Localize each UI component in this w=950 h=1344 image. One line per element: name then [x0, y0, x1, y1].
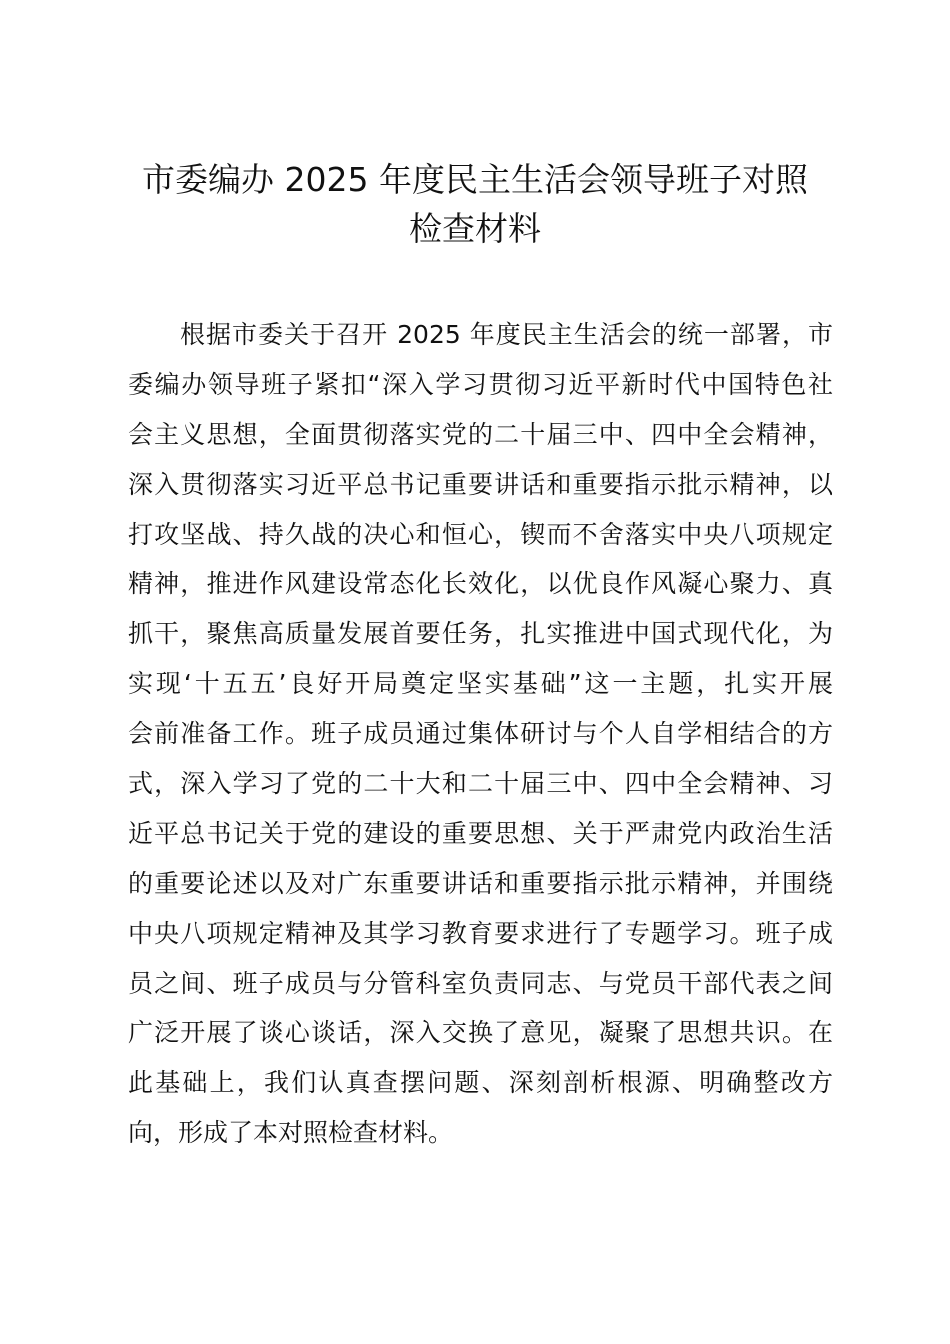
document-title — [100, 155, 850, 253]
paragraph-line: 式，深入学习了党的二十大和二十届三中、四中全会精神、习 — [128, 769, 833, 799]
paragraph-line: 员之间、班子成员与分管科室负责同志、与党员干部代表之间 — [128, 968, 833, 998]
paragraph-line: 中央八项规定精神及其学习教育要求进行了专题学习。班子成 — [128, 918, 833, 948]
paragraph-line: 此基础上，我们认真查摆问题、深刻剖析根源、明确整改方 — [128, 1068, 833, 1098]
paragraph-line: 精神，推进作风建设常态化长效化，以优良作风凝心聚力、真 — [128, 569, 833, 599]
paragraph-line: 抓干，聚焦高质量发展首要任务，扎实推进中国式现代化，为 — [128, 619, 833, 649]
paragraph-line: 向，形成了本对照检查材料。 — [128, 1118, 454, 1148]
paragraph-line: 广泛开展了谈心谈话，深入交换了意见，凝聚了思想共识。在 — [128, 1018, 833, 1048]
paragraph-line: 实现‘十五五’良好开局奠定坚实基础”这一主题，扎实开展 — [128, 669, 833, 699]
title-line: 检查材料 — [409, 209, 541, 248]
paragraph-line: 打攻坚战、持久战的决心和恒心，锲而不舍落实中央八项规定 — [128, 519, 833, 549]
paragraph-line: 的重要论述以及对广东重要讲话和重要指示批示精神，并围绕 — [128, 868, 833, 898]
paragraph-line: 深入贯彻落实习近平总书记重要讲话和重要指示批示精神，以 — [128, 469, 833, 499]
paragraph-line: 会前准备工作。班子成员通过集体研讨与个人自学相结合的方 — [128, 719, 833, 749]
intro-paragraph — [128, 310, 833, 1158]
paragraph-line: 近平总书记关于党的建设的重要思想、关于严肃党内政治生活 — [128, 818, 833, 848]
paragraph-line: 会主义思想，全面贯彻落实党的二十届三中、四中全会精神， — [128, 419, 833, 449]
title-line: 市委编办 2025 年度民主生活会领导班子对照 — [142, 160, 808, 199]
paragraph-line: 根据市委关于召开 2025 年度民主生活会的统一部署，市 — [180, 320, 833, 349]
paragraph-line: 委编办领导班子紧扣“深入学习贯彻习近平新时代中国特色社 — [128, 369, 833, 399]
